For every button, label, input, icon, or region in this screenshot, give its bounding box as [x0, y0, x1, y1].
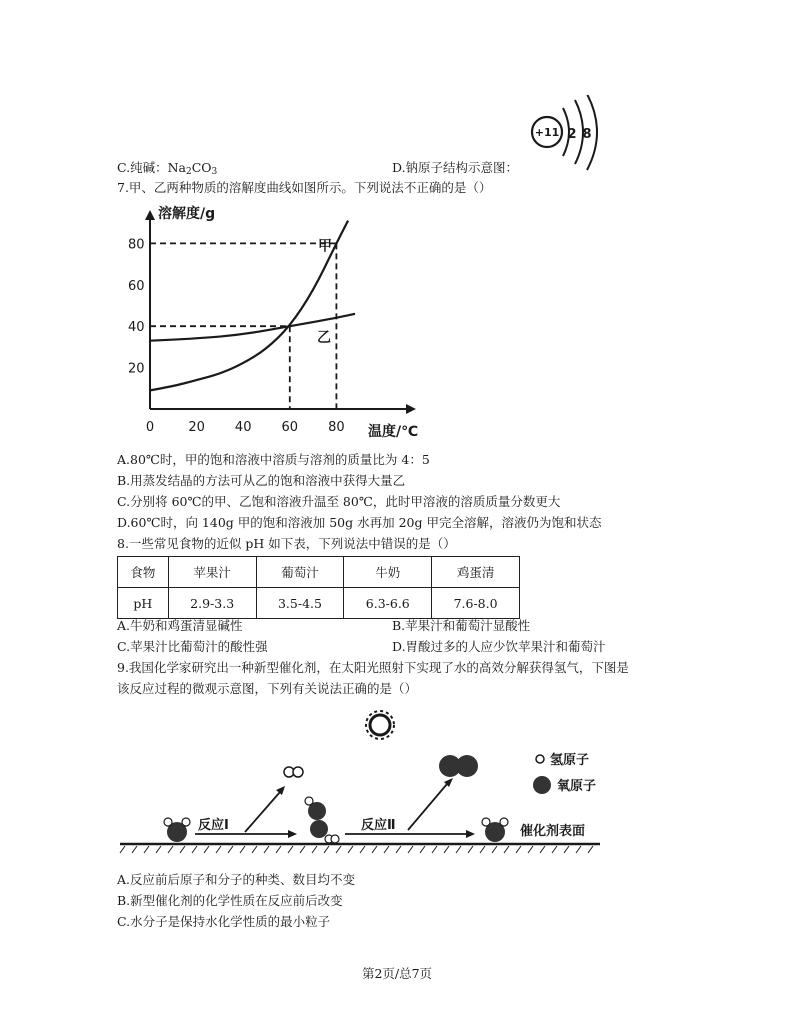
table-header-cell: 苹果汁 — [168, 557, 256, 588]
q9-stem-line-1: 9.我国化学家研究出一种新型催化剂，在太阳光照射下实现了水的高效分解获得氢气，下图是 — [117, 660, 629, 675]
q8-stem: 8.一些常见食物的近似 pH 如下表，下列说法中错误的是（） — [117, 536, 456, 551]
solubility-chart — [120, 198, 430, 448]
page-footer: 第2页/总7页 — [361, 966, 433, 981]
x-tick-label: 80 — [328, 420, 345, 435]
sun-icon — [366, 711, 394, 739]
chart-plot-area — [128, 221, 355, 435]
table-header-cell: 牛奶 — [344, 557, 432, 588]
reaction-1-label: 反应Ⅰ — [198, 818, 229, 833]
q9-option-a: A.反应前后原子和分子的种类、数目均不变 — [117, 872, 356, 887]
legend-hydrogen-label: 氢原子 — [550, 753, 590, 768]
q7-option-c: C.分别将 60℃的甲、乙饱和溶液升温至 80℃，此时甲溶液的溶质质量分数更大 — [117, 494, 561, 509]
y-axis-label: 溶解度/g — [158, 206, 216, 222]
reaction-diagram — [115, 702, 605, 862]
table-header-cell: 食物 — [118, 557, 169, 588]
q9-stem-line-2: 该反应过程的微观示意图，下列有关说法正确的是（） — [117, 681, 418, 696]
q7-option-a: A.80℃时，甲的饱和溶液中溶质与溶剂的质量比为 4：5 — [117, 452, 430, 467]
q7-option-d: D.60℃时，向 140g 甲的饱和溶液加 50g 水再加 20g 甲完全溶解，溶液仍为饱和状态 — [117, 515, 602, 530]
q8-option-d: D.胃酸过多的人应少饮苹果汁和葡萄汁 — [392, 639, 606, 654]
table-header-cell: 鸡蛋清 — [432, 557, 520, 588]
table-header-cell: 葡萄汁 — [256, 557, 344, 588]
series-label-1: 乙 — [317, 329, 332, 346]
table-cell: 3.5-4.5 — [256, 588, 344, 619]
y-tick-label: 80 — [128, 237, 145, 253]
table-cell: pH — [118, 588, 169, 619]
oxygen-molecule-icon — [439, 755, 478, 777]
x-axis-arrow — [406, 404, 416, 414]
table-header-row — [118, 557, 520, 588]
x-axis-label: 温度/℃ — [368, 424, 419, 440]
table-row — [118, 588, 520, 619]
oxygen-release-arrow — [408, 784, 447, 830]
ph-table — [117, 556, 520, 619]
q8-option-b: B.苹果汁和葡萄汁显酸性 — [392, 618, 531, 633]
x-tick-label: 40 — [234, 420, 252, 435]
y-axis-arrow — [145, 210, 155, 220]
q9-option-b: B.新型催化剂的化学性质在反应前后改变 — [117, 893, 343, 908]
hydrogen-molecule-icon — [284, 767, 303, 777]
q8-option-c: C.苹果汁比葡萄汁的酸性强 — [117, 639, 268, 654]
legend-hydrogen-icon — [536, 755, 544, 763]
x-tick-label: 0 — [145, 420, 155, 435]
table-cell: 2.9-3.3 — [168, 588, 256, 619]
reaction-2-label: 反应Ⅱ — [361, 818, 396, 833]
legend-oxygen-icon — [533, 776, 551, 794]
legend-oxygen-label: 氧原子 — [557, 779, 597, 794]
x-tick-label: 20 — [188, 420, 205, 435]
catalyst-surface-label: 催化剂表面 — [520, 824, 586, 839]
hydrogen-release-arrow — [245, 792, 280, 832]
atom-nucleus-label: +11 — [534, 126, 560, 139]
q8-option-a: A.牛奶和鸡蛋清显碱性 — [117, 618, 243, 633]
table-cell: 7.6-8.0 — [432, 588, 520, 619]
water-molecule-icon — [164, 818, 190, 842]
q9-option-c: C.水分子是保持水化学性质的最小粒子 — [117, 914, 331, 929]
atom-shell-2-count: 8 — [582, 127, 592, 142]
table-cell: 6.3-6.6 — [344, 588, 432, 619]
x-tick-label: 60 — [281, 420, 299, 435]
water-molecule-icon — [482, 818, 508, 842]
q6-option-d: D.钠原子结构示意图： — [392, 160, 519, 175]
q6-option-c: C.纯碱：$Na_2CO_3$ — [117, 160, 218, 177]
series-label-0: 甲 — [318, 238, 333, 255]
q7-option-b: B.用蒸发结晶的方法可从乙的饱和溶液中获得大量乙 — [117, 473, 406, 488]
atom-shell-1-count: 2 — [567, 127, 577, 142]
q7-stem: 7.甲、乙两种物质的溶解度曲线如图所示。下列说法不正确的是（） — [117, 180, 492, 195]
hydrogen-atom-icon — [331, 835, 339, 843]
y-tick-label: 40 — [128, 320, 145, 336]
y-tick-label: 20 — [128, 361, 145, 377]
hydrogen-peroxide-molecule-icon — [305, 797, 333, 843]
surface-hatching — [120, 846, 593, 853]
y-tick-label: 60 — [128, 278, 145, 294]
sodium-atom-diagram — [525, 95, 615, 175]
